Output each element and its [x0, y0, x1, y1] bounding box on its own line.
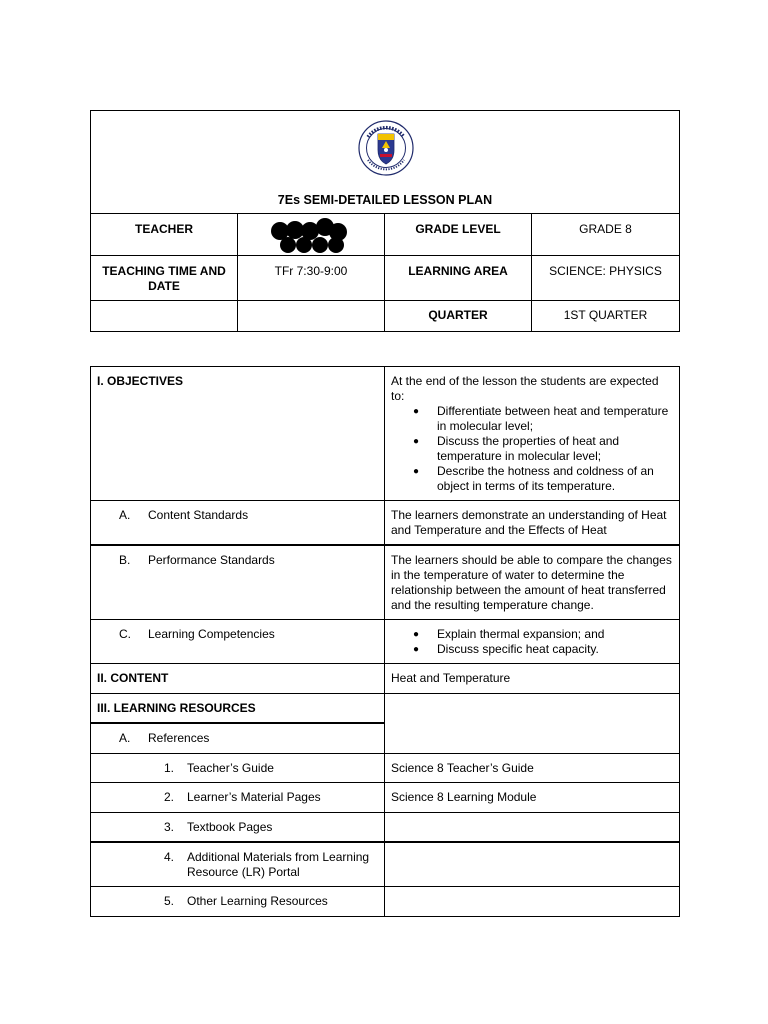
list-item: ● Differentiate between heat and temperature in molecular level;	[391, 404, 673, 434]
learning-competencies-value	[385, 620, 680, 664]
redaction-mark	[268, 218, 352, 256]
resource-row-label	[91, 782, 385, 812]
list-letter: C.	[119, 627, 131, 641]
list-label: Teacher’s Guide	[187, 760, 274, 775]
list-item: ● Discuss the properties of heat and temperature in molecular level;	[391, 434, 673, 464]
list-number: 2.	[164, 789, 175, 804]
list-label: Performance Standards	[148, 553, 275, 567]
grade-level-value: GRADE 8	[532, 214, 680, 256]
teacher-label: TEACHER	[91, 214, 238, 256]
learning-competencies-label	[91, 620, 385, 664]
competencies-list	[391, 627, 673, 657]
list-item: ● Explain thermal expansion; and	[391, 627, 673, 642]
grade-level-label: GRADE LEVEL	[385, 214, 532, 256]
resource-row-value	[385, 842, 680, 887]
list-label: References	[148, 731, 210, 745]
resource-row-label	[91, 842, 385, 887]
objectives-list	[391, 404, 673, 494]
empty-cell	[385, 694, 680, 754]
resource-row-label	[91, 812, 385, 842]
performance-standards-value: The learners should be able to compare the changes in the temperature of water to determine the relationship between the amount of heat transferred and the resulting temperature change.	[385, 545, 680, 620]
references-label	[91, 723, 385, 753]
list-label: Content Standards	[148, 508, 249, 522]
learning-area-value: SCIENCE: PHYSICS	[532, 256, 680, 301]
list-label: Additional Materials from Learning Resource (LR) Portal	[187, 850, 370, 879]
deped-seal-icon	[358, 120, 414, 176]
lesson-plan-title: 7Es SEMI-DETAILED LESSON PLAN	[277, 193, 493, 207]
list-number: 5.	[164, 894, 175, 908]
objectives-content	[385, 367, 680, 501]
list-label: Other Learning Resources	[187, 894, 328, 908]
content-standards-value: The learners demonstrate an understanding of Heat and Temperature and the Effects of Heat	[385, 501, 680, 546]
resource-row-value: Science 8 Learning Module	[385, 782, 680, 812]
list-letter: B.	[119, 553, 131, 567]
header-logo-cell	[91, 111, 680, 214]
lesson-plan-table	[90, 366, 680, 917]
resource-row-value	[385, 812, 680, 842]
resource-row-label	[91, 753, 385, 782]
list-item: ● Describe the hotness and coldness of an object in terms of its temperature.	[391, 464, 673, 494]
content-standards-label	[91, 501, 385, 546]
list-item: ● Discuss specific heat capacity.	[391, 642, 673, 657]
objectives-label: I. OBJECTIVES	[91, 367, 385, 501]
list-letter: A.	[119, 508, 131, 522]
quarter-value: 1ST QUARTER	[532, 301, 680, 332]
list-label: Learning Competencies	[148, 627, 275, 641]
list-letter: A.	[119, 731, 131, 745]
performance-standards-label	[91, 545, 385, 620]
content-label: II. CONTENT	[91, 664, 385, 694]
empty-cell	[91, 301, 238, 332]
resource-row-label	[91, 887, 385, 917]
teaching-time-label: TEACHING TIME AND DATE	[91, 256, 238, 301]
learning-area-label: LEARNING AREA	[385, 256, 532, 301]
learning-resources-label: III. LEARNING RESOURCES	[91, 694, 385, 724]
teaching-time-value: TFr 7:30-9:00	[238, 256, 385, 301]
empty-cell	[238, 301, 385, 332]
resource-row-value: Science 8 Teacher’s Guide	[385, 753, 680, 782]
list-number: 1.	[164, 760, 175, 775]
list-label: Learner’s Material Pages	[187, 789, 321, 804]
quarter-label: QUARTER	[385, 301, 532, 332]
list-number: 4.	[164, 850, 175, 864]
resource-row-value	[385, 887, 680, 917]
content-value: Heat and Temperature	[385, 664, 680, 694]
list-number: 3.	[164, 819, 175, 834]
header-table	[90, 110, 680, 332]
list-label: Textbook Pages	[187, 819, 273, 834]
objectives-intro: At the end of the lesson the students are expected to:	[391, 374, 659, 403]
